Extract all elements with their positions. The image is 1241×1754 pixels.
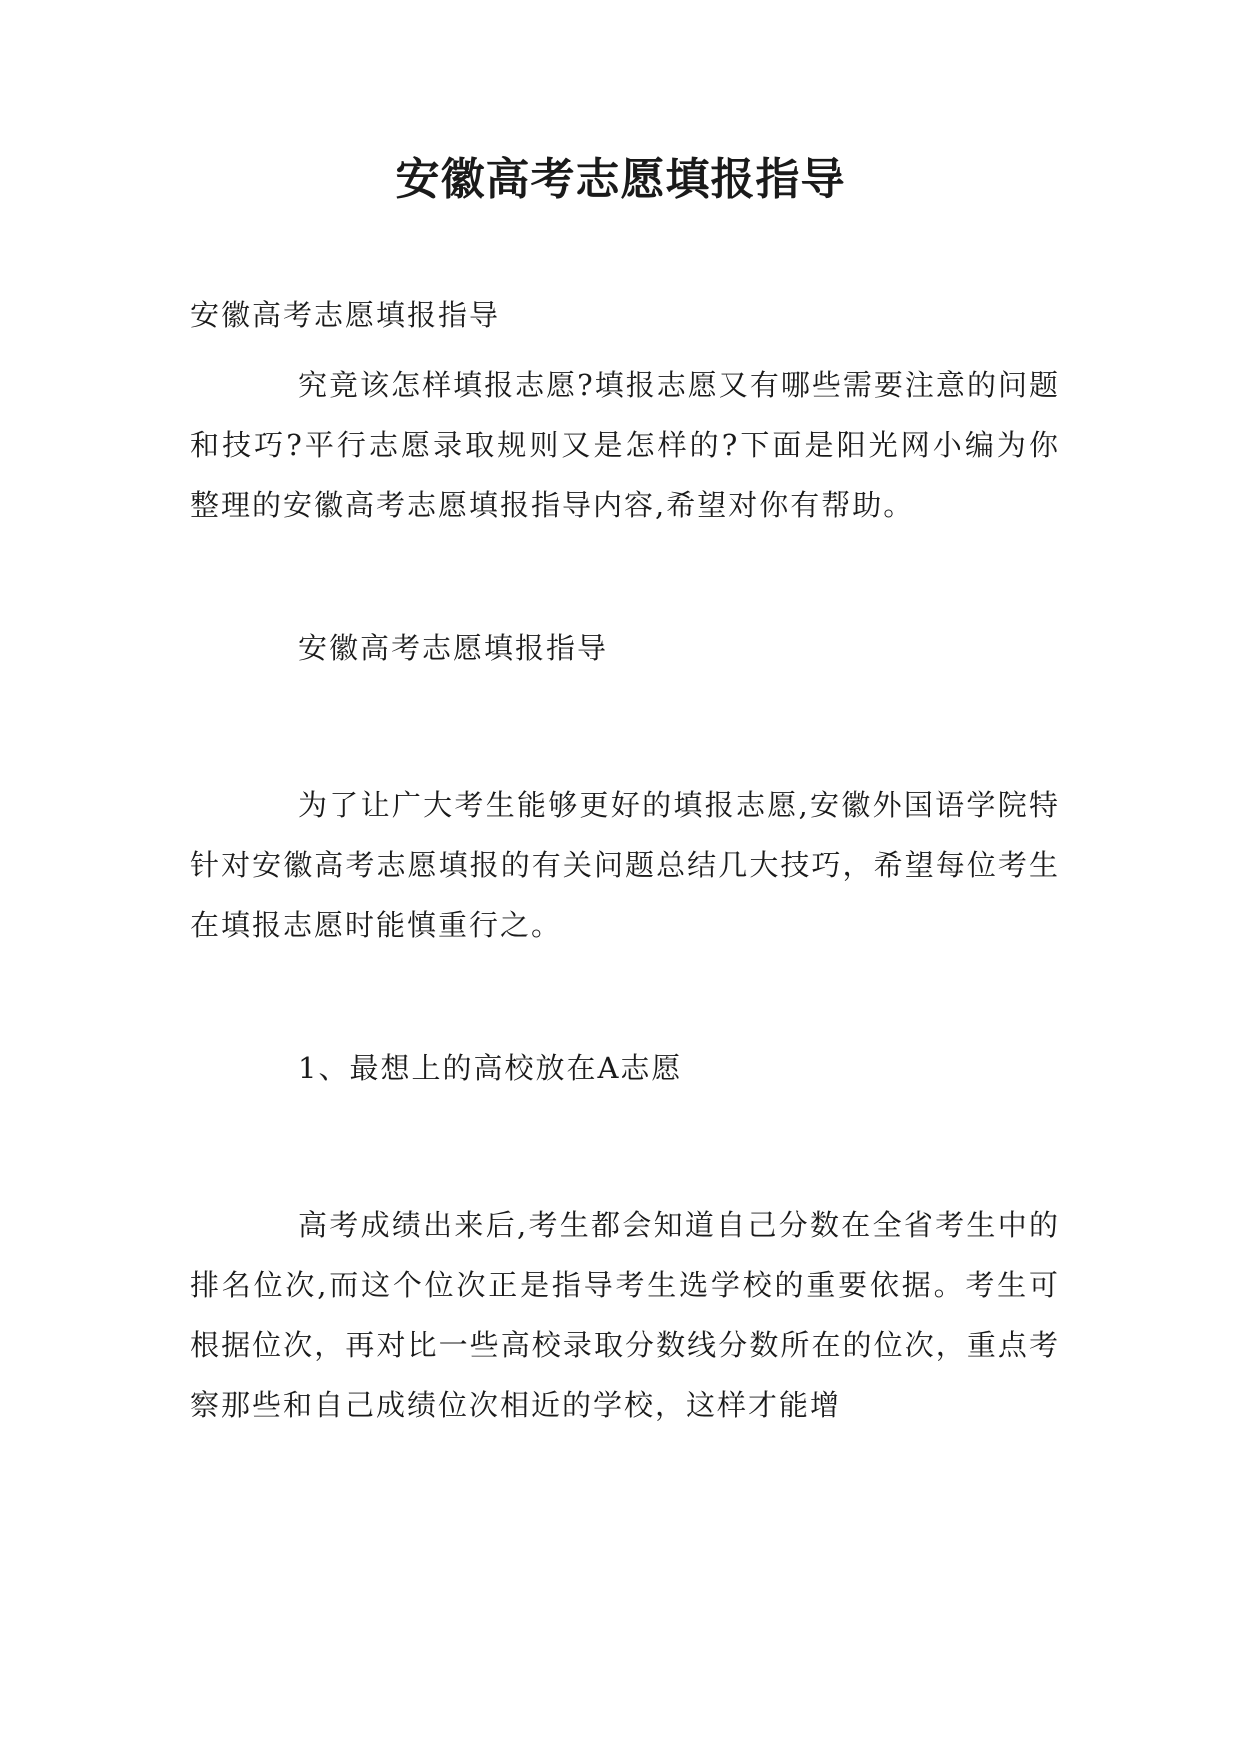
paragraph-section-1-body: 高考成绩出来后,考生都会知道自己分数在全省考生中的排名位次,而这个位次正是指导考生选学校的重要依据。考生可根据位次，再对比一些高校录取分数线分数所在的位次，重点考察那些和自己成绩位次相近的学校，这样才能增	[190, 1208, 1060, 1422]
document-title: 安徽高考志愿填报指导	[395, 154, 846, 205]
paragraph-intro: 究竟该怎样填报志愿?填报志愿又有哪些需要注意的问题和技巧?平行志愿录取规则又是怎样的?下面是阳光网小编为你整理的安徽高考志愿填报指导内容,希望对你有帮助。	[190, 368, 1060, 522]
paragraph-heading: 安徽高考志愿填报指导	[190, 298, 501, 332]
paragraph-purpose: 为了让广大考生能够更好的填报志愿,安徽外国语学院特针对安徽高考志愿填报的有关问题总结几大技巧，希望每位考生在填报志愿时能慎重行之。	[190, 788, 1060, 942]
paragraph-section-1-heading: 1、最想上的高校放在A志愿	[298, 1051, 683, 1085]
paragraph-subheading: 安徽高考志愿填报指导	[298, 631, 609, 665]
